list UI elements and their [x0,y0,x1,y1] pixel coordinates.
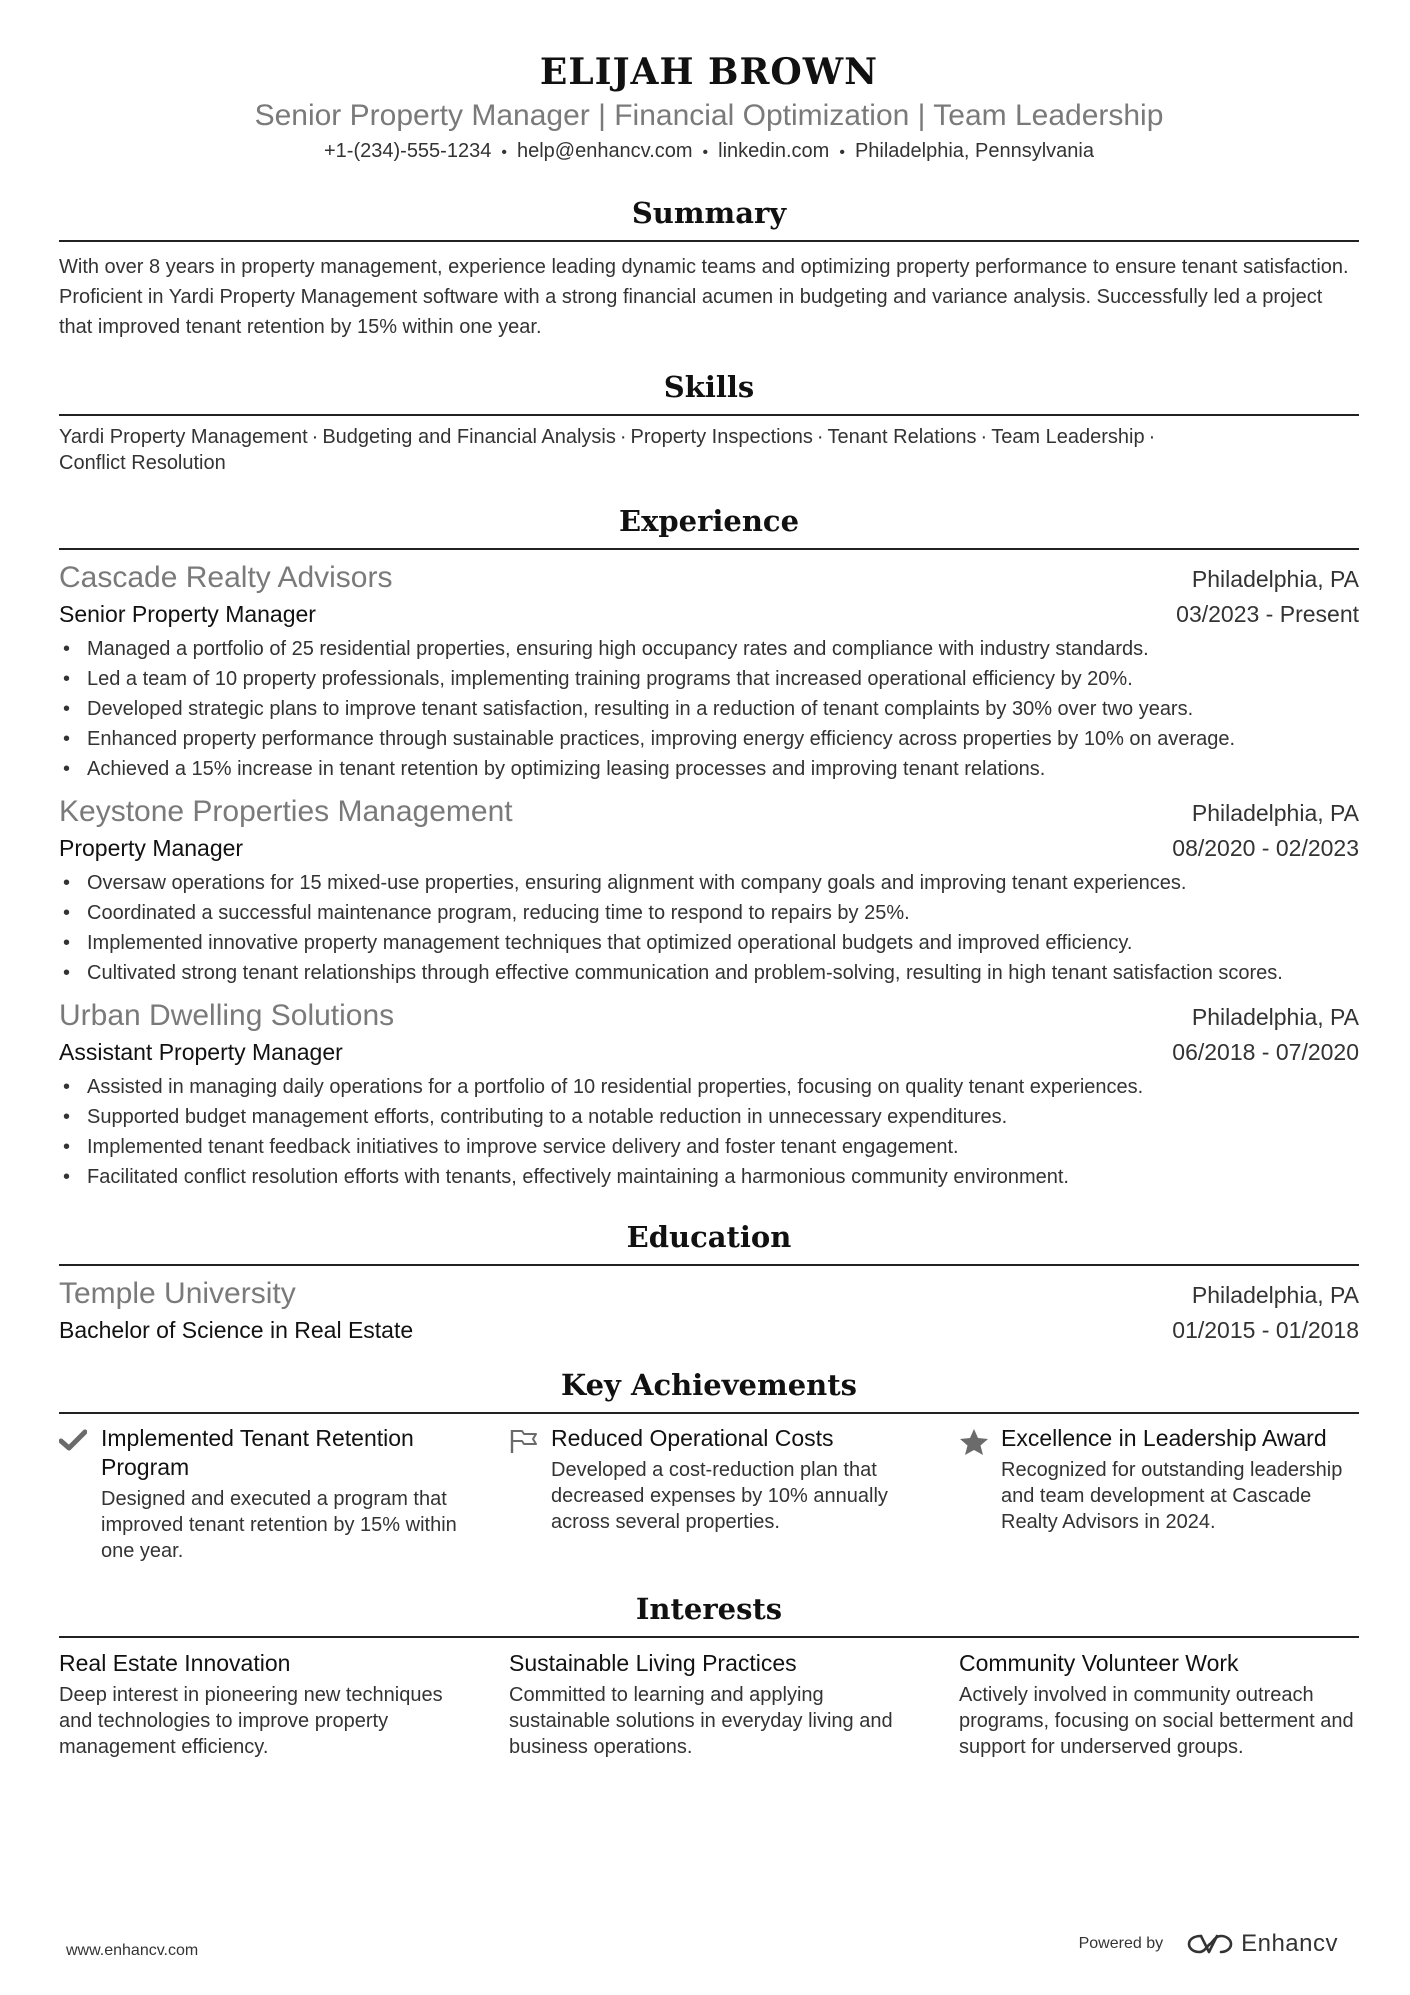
star-icon [959,1424,1001,1564]
achievement-item [509,1424,909,1564]
skill-item: Team Leadership [991,426,1145,448]
contact-phone: +1-(234)-555-1234 [324,140,492,162]
list-item: • Assisted in managing daily operations for a portfolio of 10 residential properties, focusing on quality tenant experiences. [59,1072,1359,1102]
section-title-experience: Experience [59,502,1359,550]
job-role: Senior Property Manager [59,601,316,627]
interest-description: Deep interest in pioneering new techniques and technologies to improve property management efficiency. [59,1684,443,1758]
skill-separator: · [619,426,627,448]
brand-name: Enhancv [1241,1930,1338,1957]
job-dates: 03/2023 - Present [1176,601,1359,627]
skills-list [59,424,1359,476]
interest-description: Committed to learning and applying sustainable solutions in everyday living and business operations. [509,1684,893,1758]
interest-item [959,1648,1359,1760]
list-item: • Implemented innovative property management techniques that optimized operational budgets and improved efficiency. [59,928,1359,958]
bullet-separator: • [501,144,507,161]
skill-separator: · [980,426,988,448]
education-dates: 01/2015 - 01/2018 [1172,1317,1359,1343]
achievement-item [959,1424,1359,1564]
degree: Bachelor of Science in Real Estate [59,1317,414,1343]
achievement-item [59,1424,459,1564]
contact-line [59,138,1359,166]
skill-separator: · [1148,426,1156,448]
list-item: • Enhanced property performance through sustainable practices, improving energy efficiency across properties by 10% on average. [59,724,1359,754]
experience-entry [59,792,1359,988]
job-location: Philadelphia, PA [1191,800,1359,826]
candidate-name: ELIJAH BROWN [539,51,879,93]
section-title-education: Education [59,1218,1359,1266]
section-title-summary: Summary [59,194,1359,242]
bullet-separator: • [702,144,709,161]
powered-by-label: Powered by [1078,1935,1164,1952]
achievement-title: Excellence in Leadership Award [1001,1425,1327,1451]
list-item: • Facilitated conflict resolution efforts with tenants, effectively maintaining a harmonious community environment. [59,1162,1359,1192]
list-item: • Coordinated a successful maintenance program, reducing time to respond to repairs by 25%. [59,898,1359,928]
enhancv-logo-icon [1187,1932,1233,1956]
resume-page [59,50,1359,1760]
flag-icon [509,1424,551,1564]
skill-item: Yardi Property Management [59,426,308,448]
achievement-title: Reduced Operational Costs [551,1425,834,1451]
skill-separator: · [311,426,319,448]
interest-description: Actively involved in community outreach programs, focusing on social betterment and support for underserved groups. [959,1684,1354,1758]
candidate-headline: Senior Property Manager | Financial Optimization | Team Leadership [254,99,1164,132]
list-item: • Supported budget management efforts, contributing to a notable reduction in unnecessary expenditures. [59,1102,1359,1132]
job-bullets [59,1072,1359,1192]
bullet-separator: • [839,144,845,161]
company-name: Cascade Realty Advisors [59,561,393,594]
skill-item: Conflict Resolution [59,452,226,474]
achievement-title: Implemented Tenant Retention Program [101,1425,414,1480]
job-location: Philadelphia, PA [1191,1004,1359,1030]
interest-title: Community Volunteer Work [959,1650,1239,1676]
list-item: • Cultivated strong tenant relationships through effective communication and problem-solving, resulting in high tenant satisfaction scores. [59,958,1359,988]
list-item: • Led a team of 10 property professionals, implementing training programs that increased operational efficiency by 20%. [59,664,1359,694]
achievement-description: Designed and executed a program that improved tenant retention by 15% within one year. [101,1488,457,1562]
list-item: • Implemented tenant feedback initiatives to improve service delivery and foster tenant engagement. [59,1132,1359,1162]
company-name: Urban Dwelling Solutions [59,999,395,1032]
school-location: Philadelphia, PA [1191,1282,1359,1308]
interest-title: Real Estate Innovation [59,1650,291,1676]
experience-entry [59,996,1359,1192]
list-item: • Managed a portfolio of 25 residential properties, ensuring high occupancy rates and compliance with industry standards. [59,634,1359,664]
job-bullets [59,634,1359,784]
contact-linkedin[interactable]: linkedin.com [718,140,830,162]
job-dates: 08/2020 - 02/2023 [1172,835,1359,861]
interest-item [509,1648,909,1760]
interest-title: Sustainable Living Practices [509,1650,797,1676]
section-title-achievements: Key Achievements [59,1366,1359,1414]
achievements-grid [59,1424,1359,1564]
achievement-description: Recognized for outstanding leadership and team development at Cascade Realty Advisors in 2024. [1001,1459,1343,1533]
interest-item [59,1648,459,1760]
education-entry [59,1274,1359,1346]
contact-location: Philadelphia, Pennsylvania [854,140,1094,162]
section-title-interests: Interests [59,1590,1359,1638]
skill-item: Budgeting and Financial Analysis [322,426,616,448]
job-role: Assistant Property Manager [59,1039,343,1065]
job-location: Philadelphia, PA [1191,566,1359,592]
job-dates: 06/2018 - 07/2020 [1172,1039,1359,1065]
footer-website[interactable]: www.enhancv.com [66,1942,199,1959]
checkmark-icon [59,1424,101,1564]
company-name: Keystone Properties Management [59,795,513,828]
summary-text: With over 8 years in property management, experience leading dynamic teams and optimizing property performance to ensure tenant satisfaction. Proficient in Yardi Property Management software with a strong financial acumen in budgeting and variance analysis. Successfully led a project that improved tenant retention by 15% within one year. [59,256,1349,338]
skill-item: Property Inspections [630,426,813,448]
list-item: • Developed strategic plans to improve tenant satisfaction, resulting in a reduction of tenant complaints by 30% over two years. [59,694,1359,724]
job-role: Property Manager [59,835,244,861]
school-name: Temple University [59,1277,296,1310]
enhancv-logo[interactable] [1187,1930,1338,1958]
interests-grid [59,1648,1359,1760]
section-title-skills: Skills [59,368,1359,416]
contact-email[interactable]: help@enhancv.com [516,140,693,162]
list-item: • Oversaw operations for 15 mixed-use properties, ensuring alignment with company goals and improving tenant experiences. [59,868,1359,898]
list-item: • Achieved a 15% increase in tenant retention by optimizing leasing processes and improving tenant relations. [59,754,1359,784]
experience-entry [59,558,1359,784]
skill-item: Tenant Relations [827,426,977,448]
job-bullets [59,868,1359,988]
footer-branding [1079,1930,1338,1958]
skill-separator: · [816,426,824,448]
achievement-description: Developed a cost-reduction plan that decreased expenses by 10% annually across several properties. [551,1459,888,1533]
